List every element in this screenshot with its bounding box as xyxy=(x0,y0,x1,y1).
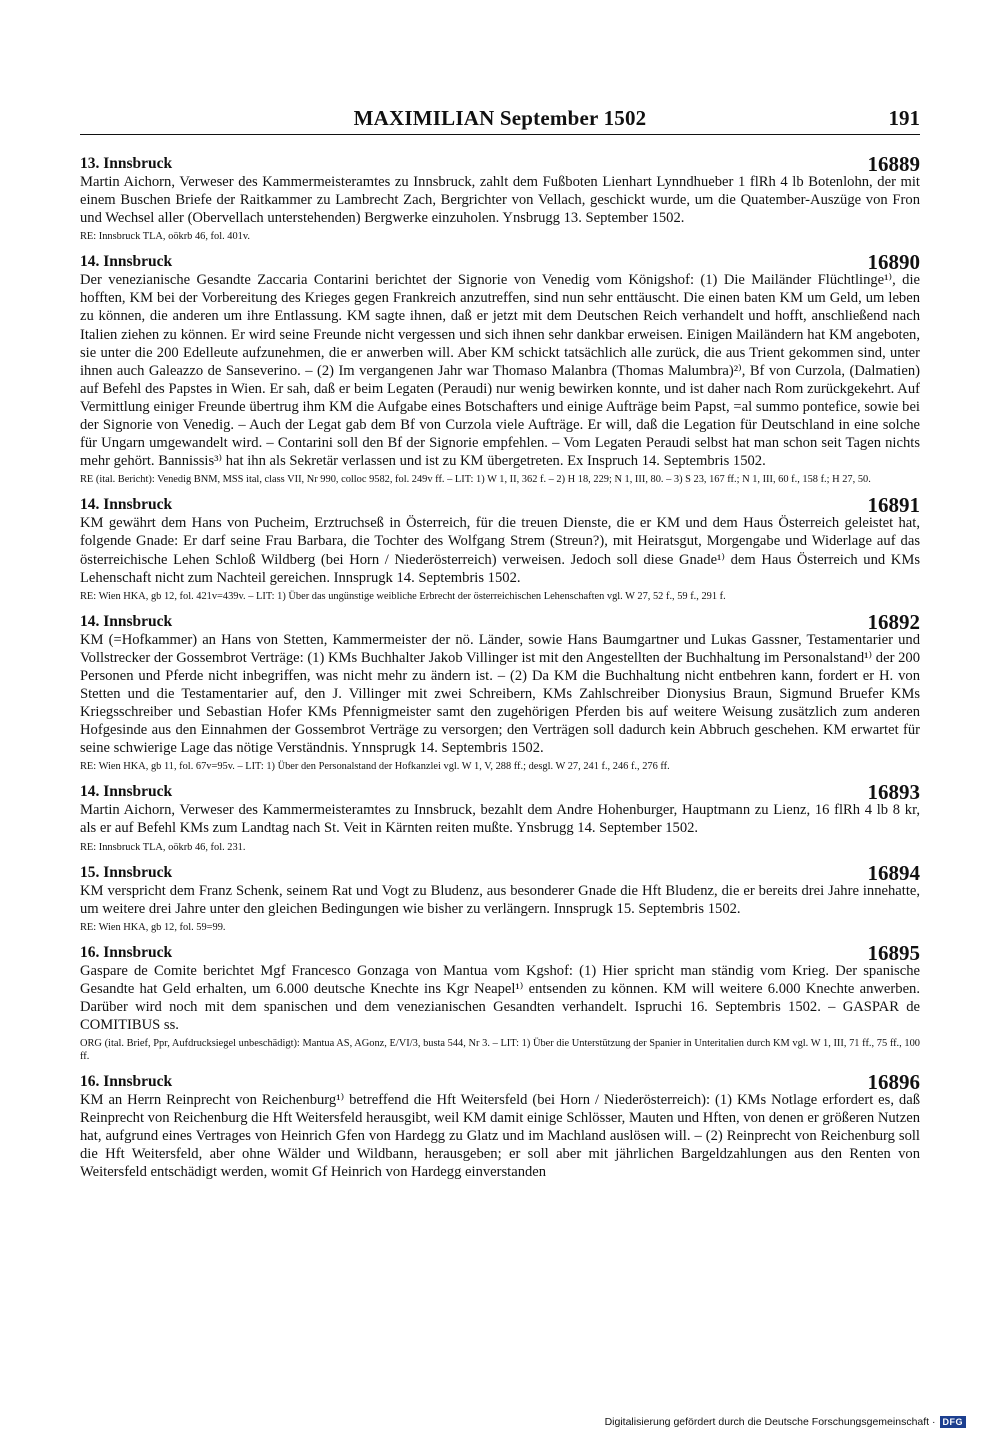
entry-number: 16891 xyxy=(867,493,920,518)
entry-text: Martin Aichorn, Verweser des Kammermeisteramtes zu Innsbruck, bezahlt dem Andre Hohenburger, Hauptmann zu Lienz, 16 flRh 4 lb 8 kr, als er auf Befehl KMs zum Landtag nach St. Veit in Kärnten reiten mußte. Ynsbrugg 14. September 1502. xyxy=(80,802,920,837)
entry-text: KM verspricht dem Franz Schenk, seinem Rat und Vogt zu Bludenz, aus besonderer Gnade die Hft Bludenz, die er bereits drei Jahre innehatte, um weitere drei Jahre unter den gleichen Bedingungen wie bisher zu verlängern. Innsprugk 15. Septembris 1502. xyxy=(80,882,920,917)
page-title: MAXIMILIAN September 1502 xyxy=(353,106,647,130)
dfg-logo-icon[interactable]: DFG xyxy=(940,1416,967,1428)
entry-source: RE: Innsbruck TLA, oökrb 46, fol. 231. xyxy=(80,841,246,853)
entry-source: RE: Innsbruck TLA, oökrb 46, fol. 401v. xyxy=(80,231,250,243)
entry-text: Gaspare de Comite berichtet Mgf Francesco Gonzaga von Mantua vom Kgshof: (1) Hier spricht man ständig vom Krieg. Der spanische Gesandte hat Geld erhalten, um 6.000 deutsche Knechte ins Kgr Neapel¹⁾ entsenden zu können. KM will weitere 6.000 Knechte anwerben. Darüber wird noch mit dem spanischen und dem venezianischen Gesandten verhandelt. Ispruchi 16. Septembris 1502. – GASPAR de COMITIBUS ss. xyxy=(80,962,920,1033)
entry xyxy=(80,250,920,486)
entry xyxy=(80,152,920,243)
entry-number: 16894 xyxy=(867,860,920,885)
entries-list xyxy=(80,135,920,1182)
page-number: 191 xyxy=(888,106,920,130)
entry-header xyxy=(80,609,920,634)
entry-text: KM an Herrn Reinprecht von Reichenburg¹⁾ betreffend die Hft Weitersfeld (bei Horn / Niederösterreich): (1) KMs Notlage erfordert es, daß Reinprecht von Reichenburg die Hft Weitersfeld herausgibt, weil KM damit einige Schlösser, Mauten und Hften, von denen er größeren Nutzen hat, aufgrund eines Vertrages von Heinrich Gfen von Hardegg zu Glatz und im Machland auslösen will. – (2) Reinprecht von Reichenburg soll die Hft Weitersfeld, aber ohne Wälder und Wildbann, herausgeben; er soll aber mit jährlichen Bargeldzahlungen aus den Renten von Weitersfeld entschädigt werden, womit Gf Heinrich von Hardegg einverstanden xyxy=(80,1092,920,1181)
entry-number: 16892 xyxy=(867,609,920,634)
entry-source: RE: Wien HKA, gb 11, fol. 67v=95v. – LIT: 1) Über den Personalstand der Hofkanzlei vgl. W 1, V, 288 ff.; desgl. W 27, 241 f., 246 f., 276 ff. xyxy=(80,761,670,773)
entry-date: 13. Innsbruck xyxy=(80,155,173,172)
entry-source: RE (ital. Bericht): Venedig BNM, MSS ital, class VII, Nr 990, colloc 9582, fol. 249v ff. – LIT: 1) W 1, II, 362 f. – 2) H 18, 229; N 1, III, 80. – 3) S 23, 167 ff.; N 1, III, 60 f., 158 f.; H 27, 50. xyxy=(80,474,871,486)
entry-date: 14. Innsbruck xyxy=(80,253,173,271)
footer-credit: Digitalisierung gefördert durch die Deutsche Forschungsgemeinschaft · xyxy=(604,1416,936,1428)
entry-text: KM (=Hofkammer) an Hans von Stetten, Kammermeister der nö. Länder, sowie Hans Baumgartner und Lukas Gassner, Testamentarier und Vollstrecker der Gossembrot Verträge: (1) KMs Buchhalter Jakob Villinger ist mit den Angestellten der Buchhaltung im Personalstand¹⁾ der 200 Personen und Pferde nicht inbegriffen, was nicht mehr zu ändern ist. – (2) Da KM die Buchhaltung nicht entbehren kann, fordert er H. von Stetten und die Testamentarier auf, den J. Villinger mit zwei Schreibern, KMs Zahlschreiber Dionysius Braun, Sigmund Bruefer KMs Kriegsschreiber und Sebastian Hofer KMs Pfennigmeister samt den zugehörigen Pferden bis auf weitere Weisung zusätzlich zum anderen Hofgesinde aus den Einnahmen der Gossembrot Verträge zu versorgen; den Verträgen soll dadurch kein Abbruch geschehen. KM erwartet für seine schwierige Lage das nötige Verständnis. Ynnsprugk 14. Septembris 1502. xyxy=(80,631,920,757)
running-head xyxy=(80,104,920,135)
entry-source: RE: Wien HKA, gb 12, fol. 59=99. xyxy=(80,921,226,933)
entry-date: 15. Innsbruck xyxy=(80,863,173,881)
entry-date: 16. Innsbruck xyxy=(80,1073,173,1091)
entry xyxy=(80,609,920,774)
document-page xyxy=(80,104,920,1192)
entry-header xyxy=(80,1070,920,1095)
entry-date: 14. Innsbruck xyxy=(80,612,173,630)
entry-text: Der venezianische Gesandte Zaccaria Contarini berichtet der Signorie von Venedig vom Königshof: (1) Die Mailänder Flüchtlinge¹⁾, die hofften, KM bei der Vorbereitung des Krieges gegen Frankreich anzutreffen, sind nun sehr enttäuscht. Die einen baten KM um Geld, um leben zu können, die anderen um ihre Entlassung. KM sagte ihnen, daß er jetzt mit dem Deutschen Reich verhandelt und hofft, anschließend nach Italien ziehen zu können. Er wird seine Freunde nicht vergessen und sich ihnen sehr dankbar erweisen. Einigen Mailändern hat KM angeboten, sie unter die 200 Edelleute aufzunehmen, die er anwerben will. Aber KM schickt tatsächlich alle zurück, die aus Trient gekommen sind, unter ihnen auch Galeazzo de Sanseverino. – (2) Im vergangenen Jahr war Thomaso Malanbra (Thomas Malumbra)²⁾, Bf von Curzola, (Dalmatien) auf Befehl des Papstes in Wien. Er sah, daß er beim Legaten (Peraudi) nur wenig bewirken konnte, und ist daher nach Rom zurückgekehrt. Auf Vermittlung einiger Freunde übertrug ihm KM die Aufgabe eines Botschafters und einige Aufträge beim Papst, =al summo pontefice, sowie bei der Signorie von Venedig. – Auch der Legat gab dem Bf von Curzola viele Aufträge. Er will, daß die Legation für Deutschland in eine solche für Ungarn umgewandelt wird. – Contarini soll den Bf der Signorie empfehlen. – Vom Legaten Peraudi selbst hat man schon seit Tagen nichts mehr gehört. Bannissis³⁾ hat ihn als Sekretär verlassen und ist zu KM übergetreten. Ex Inspruch 14. Septembris 1502. xyxy=(80,272,920,470)
footer xyxy=(605,1416,966,1428)
entry-date: 16. Innsbruck xyxy=(80,943,173,961)
entry-number: 16896 xyxy=(867,1070,920,1095)
entry-text: Martin Aichorn, Verweser des Kammermeisteramtes zu Innsbruck, zahlt dem Fußboten Lienhart Lynndhueber 1 flRh 4 lb Botenlohn, der mit einem Buschen Briefe der Raitkammer zu Lambrecht Zach, Bergrichter von Vellach, geschickt wurde, um die Quatember-Auszüge von Fron und Wechsel aller (Obervellach unterstehenden) Bergwerke einzuholen. Ynsbrugg 13. September 1502. xyxy=(80,174,920,227)
entry-header xyxy=(80,780,920,805)
entry-header xyxy=(80,493,920,518)
entry-number: 16890 xyxy=(867,250,920,275)
entry-number: 16895 xyxy=(867,940,920,965)
entry-source: RE: Wien HKA, gb 12, fol. 421v=439v. – LIT: 1) Über das ungünstige weibliche Erbrecht der österreichischen Lehenschaften vgl. W 27, 52 f., 59 f., 291 f. xyxy=(80,590,726,602)
entry-header xyxy=(80,152,920,176)
entry-header xyxy=(80,250,920,275)
entry-date: 14. Innsbruck xyxy=(80,496,173,514)
entry-source: ORG (ital. Brief, Ppr, Aufdrucksiegel unbeschädigt): Mantua AS, AGonz, E/VI/3, busta 544, Nr 3. – LIT: 1) Über die Unterstützung der Spanier in Unteritalien durch KM vgl. W 1, III, 71 ff., 75 ff., 100 ff. xyxy=(80,1038,920,1063)
entry-header xyxy=(80,940,920,965)
entry-header xyxy=(80,860,920,885)
entry xyxy=(80,860,920,934)
entry xyxy=(80,1070,920,1181)
entry-date: 14. Innsbruck xyxy=(80,783,173,801)
entry xyxy=(80,780,920,853)
entry-number: 16893 xyxy=(867,780,920,805)
entry-text: KM gewährt dem Hans von Pucheim, Erztruchseß in Österreich, für die treuen Dienste, die er KM und dem Haus Österreich geleistet hat, folgende Gnade: Er darf seine Frau Barbara, die Tochter des Wolfgang Strem (Streun?), mit Heiratsgut, Morgengabe und Widerlage auf das österreichische Lehen Schloß Wildberg (bei Horn / Niederösterreich) verweisen. Jedoch soll diese Gnade¹⁾ dem Haus Österreich und KMs Lehenschaft nicht zum Nachteil gereichen. Innsprugk 14. Septembris 1502. xyxy=(80,515,920,586)
entry xyxy=(80,940,920,1063)
entry-number: 16889 xyxy=(867,152,920,176)
entry xyxy=(80,493,920,602)
